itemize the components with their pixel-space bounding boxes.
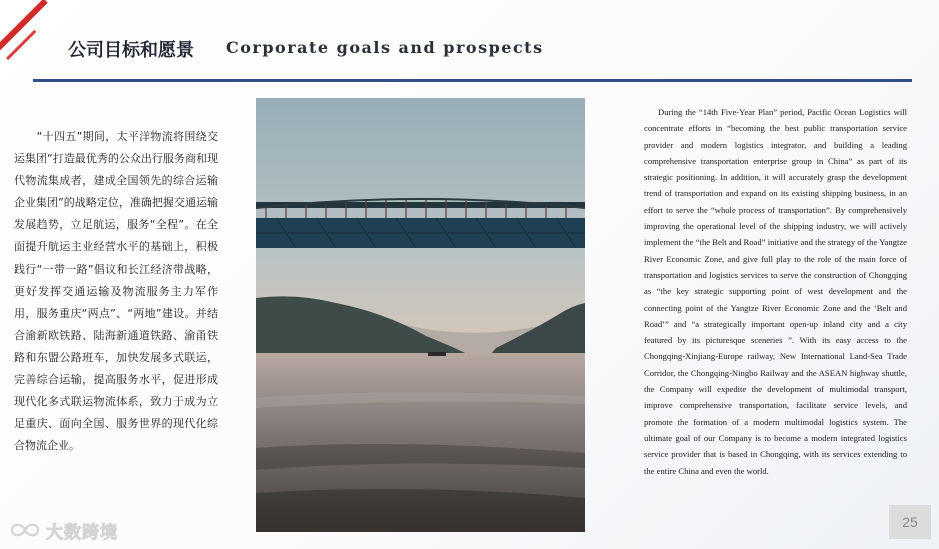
body-text-en xyxy=(644,104,907,479)
red-slash-decoration xyxy=(0,0,48,52)
watermark xyxy=(8,518,118,542)
watermark-text: 大数跨境 xyxy=(46,522,118,543)
photo-illustration xyxy=(256,98,585,532)
page-title-en: Corporate goals and prospects xyxy=(226,38,544,57)
body-text-cn: “十四五”期间，太平洋物流将围绕交运集团“打造最优秀的公众出行服务商和现代物流集成者，建成全国领先的综合运输企业集团”的战略定位，准确把握交通运输发展趋势，立足航运，服务“全程”。在全面提升航运主业经营水平的基础上，积极践行“一带一路”倡议和长江经济带战略，更好发挥交通运输及物流服务主力军作用，服务重庆“两点”、“两地”建设。并结合渝新欧铁路、陆海新通道铁路、渝甬铁路和东盟公路班车，加快发展多式联运，完善综合运输，提高服务水平，促进形成现代化多式联运物流体系，致力于成为立足重庆、面向全国、服务世界的现代化综合物流企业。 xyxy=(14,130,218,453)
infinity-logo-icon xyxy=(8,520,42,540)
page-title-cn: 公司目标和愿景 xyxy=(68,40,194,61)
body-text-en-paragraph: During the “14th Five-Year Plan” period, Pacific Ocean Logistics will concentrate efforts in “becoming the best public transportation service provider and modern logistics integrator, and building a leading comprehensive transportation enterprise group in China” as part of its strategic positioning. In addition, it will accurately grasp the development trend of transportation and expand on its existing shipping business, in an effort to serve the “whole process of transportation”. By comprehensively improving the operational level of the shipping industry, we will actively implement the “the Belt and Road” initiative and the strategy of the Yangtze River Economic Zone, and give full play to the role of the main force of transportation and logistics services to serve the construction of Chongqing as “the key strategic supporting point of west development and the connecting point of the Yangtze River Economic Zone and the ‘Belt and Road’” and “a strategically important open-up inland city and a city featured by its picturesque sceneries ”. With its easy access to the Chongqing-Xinjiang-Europe railway, New International Land-Sea Trade Corridor, the Chongqing-Ningbo Railway and the ASEAN highway shuttle, the Company will expedite the development of multimodal transport, improve comprehensive transportation, facilitate service levels, and promote the formation of a modern multimodal logistics system. The ultimate goal of our Company is to become a modern integrated logistics service provider that is based in Chongqing, with its services extending to the entire China and even the world. xyxy=(644,107,907,476)
title-divider xyxy=(33,79,912,82)
page-number: 25 xyxy=(902,514,918,530)
river-bridge-photo xyxy=(256,98,585,532)
